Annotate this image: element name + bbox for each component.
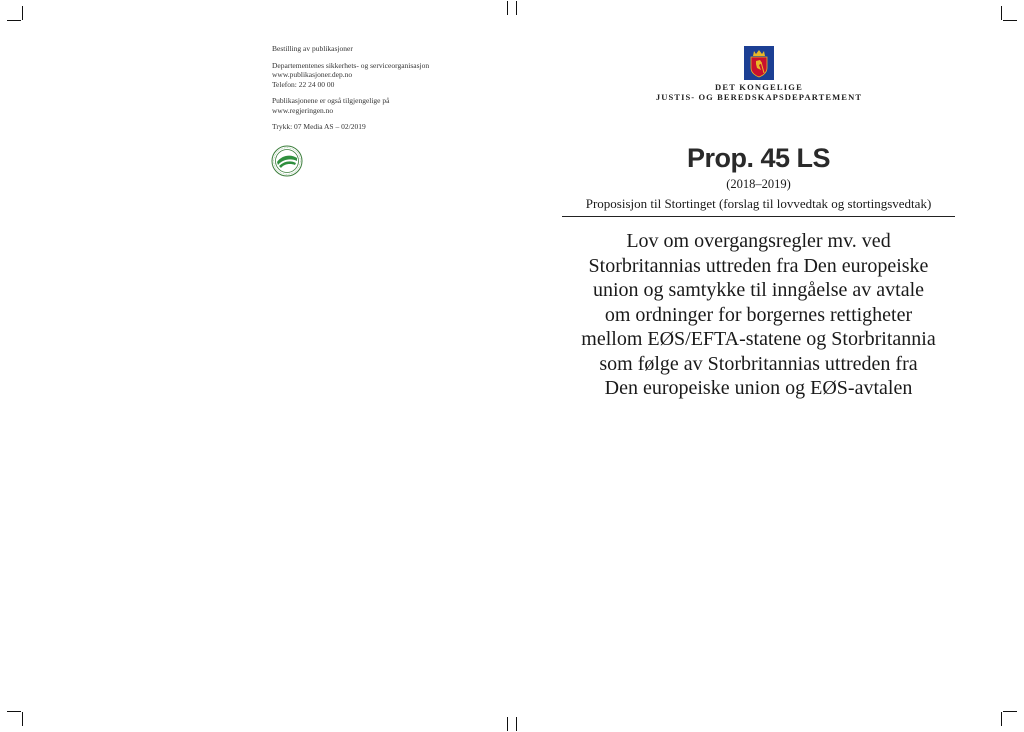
org-contact: [272, 61, 512, 90]
crop-mark: [22, 712, 23, 726]
proposition-subtitle: Proposisjon til Stortinget (forslag til lovvedtak og stortingsvedtak): [585, 196, 932, 211]
phone-number: Telefon: 22 24 00 00: [272, 79, 335, 89]
back-cover-info: [272, 44, 512, 139]
order-heading: Bestilling av publikasjoner: [272, 44, 353, 53]
ministry-logo: [650, 46, 868, 102]
crop-mark: [7, 711, 21, 712]
crop-mark: [1003, 711, 1017, 712]
crop-mark: [1003, 20, 1017, 21]
crop-mark: [1001, 6, 1002, 20]
crop-mark: [1001, 712, 1002, 726]
coat-of-arms-icon: [744, 46, 774, 80]
title-line: Lov om overgangsregler mv. ved: [626, 230, 891, 252]
crop-mark: [516, 717, 517, 731]
ecolabel-icon: [271, 145, 303, 177]
availability: [272, 96, 512, 115]
document-title: [562, 229, 955, 401]
title-line: Storbritannias uttreden fra Den europeiske: [588, 254, 929, 277]
org-name: Departementenes sikkerhets- og serviceorganisasjon: [272, 60, 430, 70]
crop-mark: [507, 1, 508, 15]
title-line: mellom EØS/EFTA-statene og Storbritannia: [581, 328, 936, 350]
title-line: om ordninger for borgernes rettigheter: [604, 303, 913, 326]
title-line: som følge av Storbritannias uttreden fra: [599, 352, 918, 375]
government-url: www.regjeringen.no: [272, 105, 334, 115]
proposition-number: Prop. 45 LS: [686, 143, 831, 173]
title-line: union og samtykke til inngåelse av avtale: [592, 279, 925, 301]
crop-mark: [507, 717, 508, 731]
ministry-name-line2: JUSTIS- OG BEREDSKAPSDEPARTEMENT: [655, 92, 863, 102]
availability-text: Publikasjonene er også tilgjengelige på: [272, 96, 390, 105]
crop-mark: [516, 1, 517, 15]
print-info: Trykk: 07 Media AS – 02/2019: [272, 122, 366, 131]
title-divider: [562, 216, 955, 217]
ministry-name-line1: DET KONGELIGE: [715, 82, 803, 92]
session-period: (2018–2019): [726, 177, 791, 191]
crop-mark: [7, 20, 21, 21]
crop-mark: [22, 6, 23, 20]
title-line: Den europeiske union og EØS-avtalen: [604, 377, 913, 399]
publications-url: www.publikasjoner.dep.no: [272, 70, 353, 79]
